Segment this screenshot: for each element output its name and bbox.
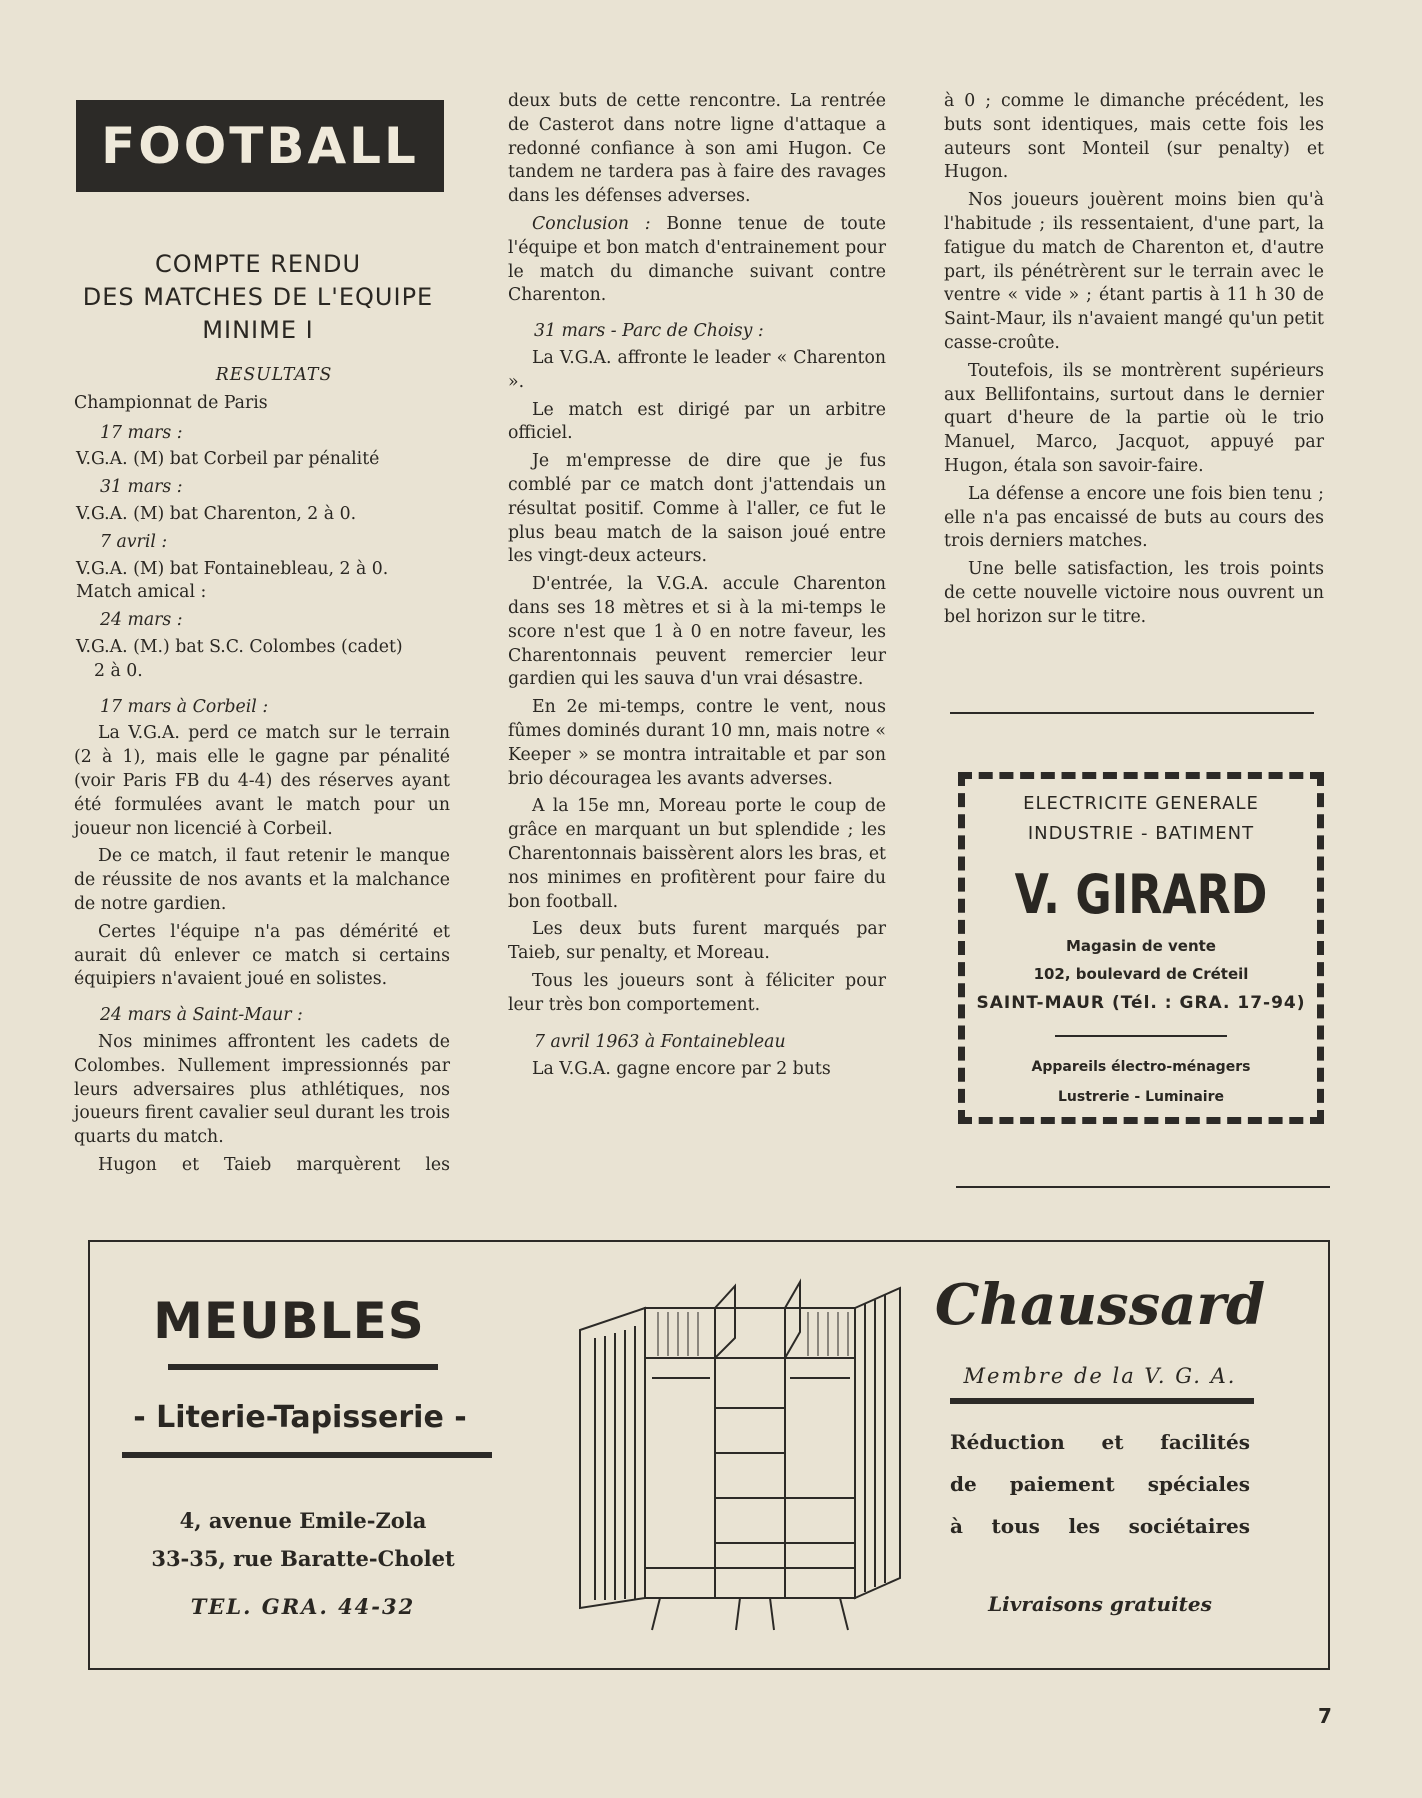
ad-city-phone: SAINT-MAUR (Tél. : GRA. 17-94) [976, 993, 1306, 1013]
results-heading: RESULTATS [215, 365, 333, 385]
bottom-advert [88, 1240, 1330, 1670]
result-line: V.G.A. (M.) bat S.C. Colombes (cadet) [76, 636, 403, 657]
result-score: 2 à 0. [94, 660, 143, 681]
meubles-address: 4, avenue Emile-Zola [179, 1508, 427, 1533]
paragraph: La V.G.A. perd ce match sur le terrain (2 à 1), mais elle le gagne par pénalité (voir Paris FB du 4-4) des réserves ayant été formulées avant le match pour un joueur non licencié à Corbeil. [74, 723, 450, 839]
column-divider-rule [956, 1186, 1330, 1188]
paragraph: Les deux buts furent marqués par Taieb, sur penalty, et Moreau. [508, 919, 886, 964]
paragraph: à 0 ; comme le dimanche précédent, les buts sont identiques, mais cette fois les auteurs sont Monteil (sur penalty) et Hugon. [944, 91, 1324, 183]
ad-company-name: V. GIRARD [1014, 863, 1268, 926]
column-divider-rule [950, 712, 1314, 714]
article-column-3 [944, 90, 1324, 634]
meubles-title: MEUBLES [153, 1292, 425, 1350]
report-title [68, 248, 448, 347]
ad-line: INDUSTRIE - BATIMENT [1027, 823, 1255, 844]
chaussard-logo: Chaussard [934, 1272, 1266, 1338]
article-column-2 [508, 90, 886, 1086]
report-title-line: DES MATCHES DE L'EQUIPE [82, 283, 434, 311]
paragraph: Certes l'équipe n'a pas démérité et aurait dû enlever ce match si certains équipiers n'avaient joué en solistes. [74, 921, 450, 990]
ad-address: 102, boulevard de Créteil [1033, 965, 1249, 983]
paragraph: Toutefois, ils se montrèrent supérieurs aux Bellifontains, surtout dans le dernier quart d'heure de la partie où le trio Manuel, Marco, Jacquot, appuyé par Hugon, étala son savoir-faire. [944, 360, 1324, 476]
paragraph: La V.G.A. affronte le leader « Charenton ». [508, 347, 886, 392]
paragraph: Hugon et Taieb marquèrent les [98, 1154, 450, 1175]
match-heading: 7 avril 1963 à Fontainebleau [534, 1032, 786, 1053]
friendly-label: Match amical : [76, 582, 207, 603]
ad-bar [950, 1398, 1254, 1404]
meubles-address: 33-35, rue Baratte-Cholet [151, 1546, 455, 1571]
paragraph: Je m'empresse de dire que je fus comblé par ce match dont j'attendais un résultat positif. Comme à l'aller, ce fut le plus beau match de la saison joué entre les vingt-deux acteurs. [508, 451, 886, 567]
paragraph: deux buts de cette rencontre. La rentrée de Casterot dans notre ligne d'attaque a redonné confiance à son ami Hugon. Ce tandem ne tardera pas à faire des ravages dans les défenses adverses. [508, 91, 886, 207]
paragraph: A la 15e mn, Moreau porte le coup de grâce en marquant un but splendide ; les Charentonnais baissèrent alors les bras, et nos minimes en profitèrent pour faire du bon football. [508, 796, 886, 912]
match-heading: 31 mars - Parc de Choisy : [534, 321, 764, 342]
paragraph: D'entrée, la V.G.A. accule Charenton dans ses 18 mètres et si à la mi-temps le score n'est que 1 à 0 en notre faveur, les Charentonnais peuvent remercier leur gardien qui les sauva d'un vrai désastre. [508, 574, 886, 690]
section-masthead: FOOTBALL [76, 100, 444, 192]
ad-line: Appareils électro-ménagers [1031, 1059, 1251, 1075]
result-date: 24 mars : [100, 610, 183, 631]
meubles-phone: TEL. GRA. 44-32 [190, 1594, 416, 1619]
match-heading: 24 mars à Saint-Maur : [100, 1005, 303, 1026]
conclusion-text: Bonne tenue de toute l'équipe et bon match d'entrainement pour le match du dimanche suivant contre Charenton. [508, 213, 886, 306]
paragraph: Tous les joueurs sont à féliciter pour leur très bon comportement. [508, 970, 886, 1015]
chaussard-membership: Membre de la V. G. A. [963, 1364, 1237, 1388]
result-line: V.G.A. (M) bat Charenton, 2 à 0. [76, 503, 357, 524]
conclusion-paragraph [508, 213, 886, 308]
paragraph: Une belle satisfaction, les trois points de cette nouvelle victoire nous ouvrent un bel horizon sur le titre. [944, 559, 1324, 627]
paragraph: La défense a encore une fois bien tenu ; elle n'a pas encaissé de buts au cours des trois derniers matches. [944, 483, 1324, 552]
wardrobe-illustration [540, 1278, 960, 1648]
paragraph: Le match est dirigé par un arbitre officiel. [508, 399, 886, 444]
ad-line: ELECTRICITE GENERALE [1023, 793, 1259, 814]
paragraph: En 2e mi-temps, contre le vent, nous fûmes dominés durant 10 mn, mais notre « Keeper » se montra intraitable et par son brio découragea les avants adverses. [508, 697, 886, 789]
ad-line: Lustrerie - Luminaire [1058, 1089, 1224, 1105]
report-title-line: MINIME I [202, 316, 314, 344]
result-date: 17 mars : [100, 422, 183, 443]
result-date: 7 avril : [100, 531, 168, 552]
ad-divider [1055, 1035, 1227, 1037]
ad-line: Magasin de vente [1066, 937, 1216, 955]
ad-bar [168, 1364, 438, 1370]
paragraph: Nos minimes affrontent les cadets de Colombes. Nullement impressionnés par leurs adversaires plus athlétiques, nos joueurs firent cavalier seul durant les trois quarts du match. [74, 1031, 450, 1148]
chaussard-offer: Réduction et facilités [950, 1430, 1250, 1454]
chaussard-offer: de paiement spéciales [950, 1472, 1250, 1496]
girard-advert [958, 772, 1324, 1124]
article-column-1 [74, 364, 450, 1182]
chaussard-offer: à tous les sociétaires [950, 1514, 1250, 1538]
chaussard-delivery: Livraisons gratuites [988, 1592, 1212, 1616]
page-number: 7 [1318, 1704, 1332, 1728]
result-line: V.G.A. (M) bat Corbeil par pénalité [76, 449, 380, 470]
ad-bar [122, 1452, 492, 1458]
paragraph: De ce match, il faut retenir le manque de réussite de nos avants et la malchance de notre gardien. [74, 846, 450, 914]
match-heading: 17 mars à Corbeil : [100, 696, 269, 717]
conclusion-label: Conclusion : [532, 213, 651, 234]
meubles-subtitle: - Literie-Tapisserie - [133, 1400, 467, 1435]
report-title-line: COMPTE RENDU [154, 250, 362, 278]
championship-label: Championnat de Paris [74, 392, 268, 413]
paragraph: Nos joueurs jouèrent moins bien qu'à l'habitude ; ils ressentaient, d'une part, la fatigue du match de Charenton et, d'autre part, ils pénétrèrent sur le terrain avec le ventre « vide » ; étant partis à 11 h 30 de Saint-Maur, ils n'avaient mangé qu'un petit casse-croûte. [944, 190, 1324, 353]
result-date: 31 mars : [100, 477, 183, 498]
result-line: V.G.A. (M) bat Fontainebleau, 2 à 0. [76, 558, 389, 579]
paragraph: La V.G.A. gagne encore par 2 buts [532, 1059, 831, 1080]
